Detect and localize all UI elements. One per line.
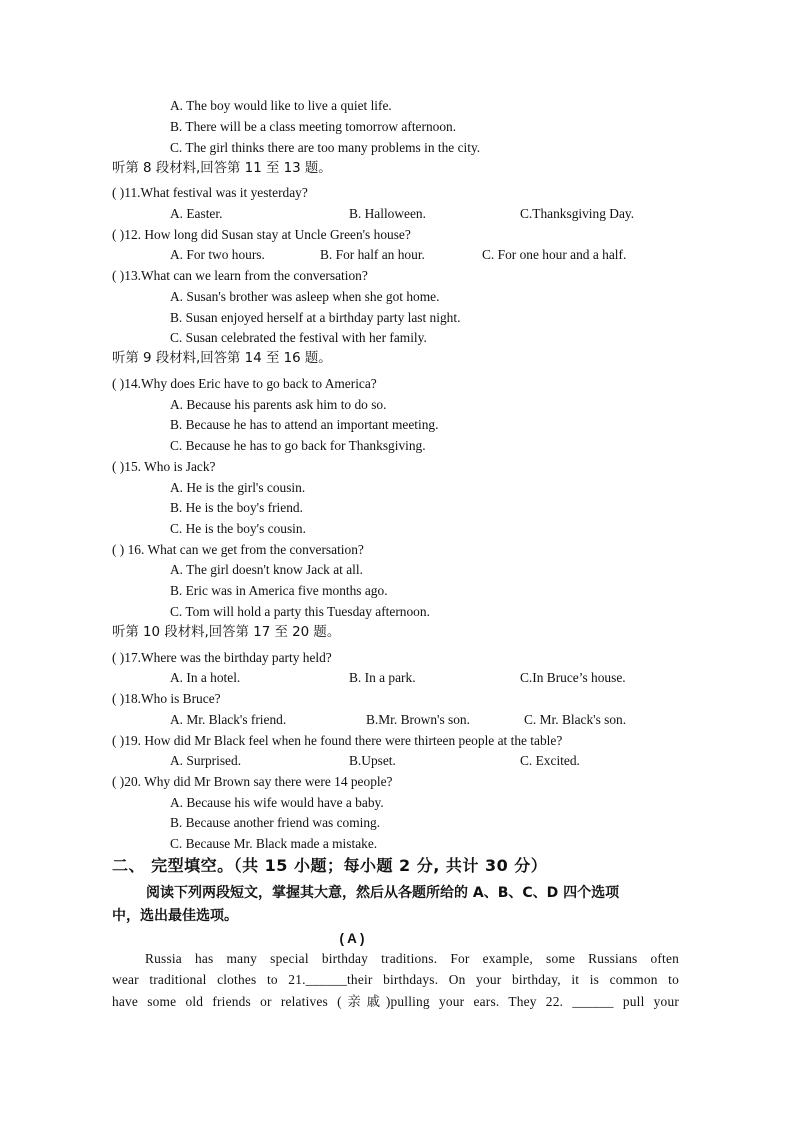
passage-line-2: wear traditional clothes to 21.______their birthdays. On your birthday, it is common to — [112, 972, 679, 987]
question-17: ( )17.Where was the birthday party held? — [112, 650, 332, 665]
option-text: B. There will be a class meeting tomorrow afternoon. — [170, 119, 457, 134]
question-15: ( )15. Who is Jack? — [112, 459, 216, 474]
option-c: C.Thanksgiving Day. — [520, 206, 635, 221]
option-b: B. For half an hour. — [320, 247, 425, 262]
option-c: C. Because Mr. Black made a mistake. — [170, 836, 378, 851]
question-13: ( )13.What can we learn from the conversation? — [112, 268, 368, 283]
section-title-9: 听第 9 段材料,回答第 14 至 16 题。 — [112, 351, 332, 366]
question-16: ( ) 16. What can we get from the conversation? — [112, 542, 364, 557]
option-b: B. Susan enjoyed herself at a birthday party last night. — [170, 310, 461, 325]
option-c: C. He is the boy's cousin. — [170, 521, 306, 536]
option-a: A. Because his wife would have a baby. — [170, 795, 384, 810]
option-text: A. The boy would like to live a quiet life. — [170, 98, 392, 113]
passage-label: ( A ) — [339, 931, 365, 946]
option-b: B. Because another friend was coming. — [170, 815, 381, 830]
option-b: B.Mr. Brown's son. — [366, 712, 470, 727]
option-c: C. Excited. — [520, 753, 580, 768]
instructions-line-2: 中，选出最佳选项。 — [112, 908, 238, 924]
option-b: B.Upset. — [349, 753, 396, 768]
passage-line-3: have some old friends or relatives (亲戚)pulling your ears. They 22. ______ pull your — [112, 994, 679, 1009]
question-18: ( )18.Who is Bruce? — [112, 691, 221, 706]
option-c: C. Mr. Black's son. — [524, 712, 627, 727]
option-c: C. For one hour and a half. — [482, 247, 627, 262]
question-20: ( )20. Why did Mr Brown say there were 14 people? — [112, 774, 393, 789]
option-a: A. Susan's brother was asleep when she got home. — [170, 289, 440, 304]
option-b: B. Eric was in America five months ago. — [170, 583, 388, 598]
option-c: C. Tom will hold a party this Tuesday afternoon. — [170, 604, 430, 619]
option-b: B. In a park. — [349, 670, 416, 685]
option-c: C. Susan celebrated the festival with her family. — [170, 330, 427, 345]
option-c: C.In Bruce’s house. — [520, 670, 626, 685]
instructions-line-1: 阅读下列两段短文，掌握其大意，然后从各题所给的 A、B、C、D 四个选项 — [146, 885, 620, 901]
section-title-8: 听第 8 段材料,回答第 11 至 13 题。 — [112, 161, 332, 176]
option-b: B. Halloween. — [349, 206, 426, 221]
option-a: A. For two hours. — [170, 247, 265, 262]
option-a: A. In a hotel. — [170, 670, 241, 685]
option-b: B. Because he has to attend an important meeting. — [170, 417, 439, 432]
option-b: B. He is the boy's friend. — [170, 500, 303, 515]
option-c: C. Because he has to go back for Thanksgiving. — [170, 438, 426, 453]
question-11: ( )11.What festival was it yesterday? — [112, 185, 308, 200]
part-heading: 二、 完型填空。（共 15 小题；每小题 2 分, 共计 30 分） — [112, 856, 548, 875]
option-a: A. Mr. Black's friend. — [170, 712, 287, 727]
question-19: ( )19. How did Mr Black feel when he found there were thirteen people at the table? — [112, 733, 563, 748]
question-14: ( )14.Why does Eric have to go back to America? — [112, 376, 377, 391]
option-a: A. The girl doesn't know Jack at all. — [170, 562, 363, 577]
option-a: A. Because his parents ask him to do so. — [170, 397, 387, 412]
passage-line-1: Russia has many special birthday traditions. For example, some Russians often — [145, 951, 679, 966]
option-a: A. Easter. — [170, 206, 223, 221]
section-title-10: 听第 10 段材料,回答第 17 至 20 题。 — [112, 625, 341, 640]
option-text: C. The girl thinks there are too many problems in the city. — [170, 140, 481, 155]
option-a: A. He is the girl's cousin. — [170, 480, 306, 495]
question-12: ( )12. How long did Susan stay at Uncle Green's house? — [112, 227, 411, 242]
option-a: A. Surprised. — [170, 753, 242, 768]
